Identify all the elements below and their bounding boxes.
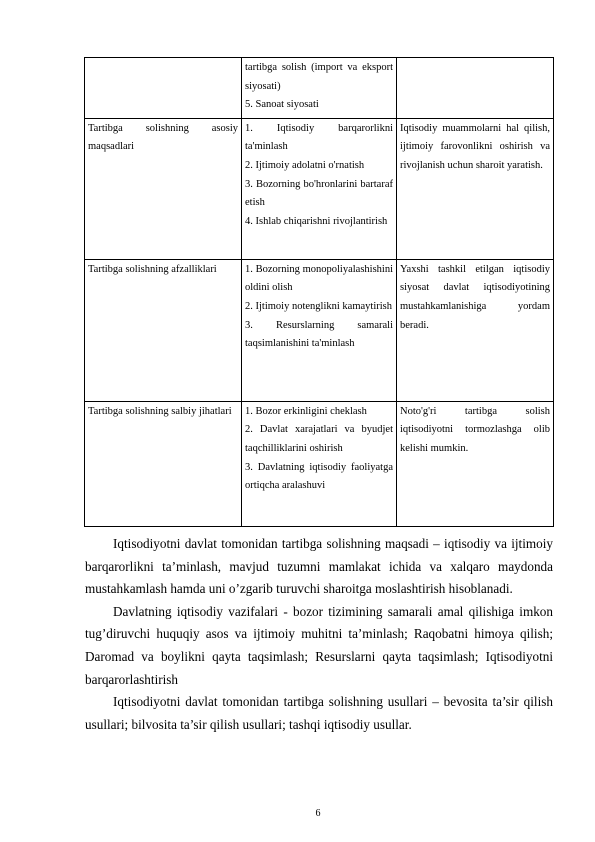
row-items [242, 118, 397, 259]
paragraph-goal: Iqtisodiyotni davlat tomonidan tartibga solishning maqsadi – iqtisodiy va ijtimoiy barqarorlikni ta’minlash, mavjud tuzumni mamlakat ichida va xalqaro maydonda mustahkamlash hamda uni o’zgarib turuvchi sharoitga moslashtirish hisoblanadi. [85, 536, 553, 597]
row-items [242, 401, 397, 526]
row-label [85, 58, 242, 119]
table-row [85, 401, 554, 526]
regulation-table [84, 57, 554, 527]
row-items [242, 58, 397, 119]
table-row [85, 259, 554, 401]
row-result: Noto'g'ri tartibga solish iqtisodiyotni tormozlashga olib kelishi mumkin. [397, 401, 554, 526]
list-item: 1. Bozor erkinligini cheklash [245, 405, 367, 417]
list-item: 3. Davlatning iqtisodiy faoliyatga ortiqcha aralashuvi [245, 461, 393, 492]
list-item: tartibga solish (import va eksport siyosati) [245, 62, 393, 92]
row-result: Yaxshi tashkil etilgan iqtisodiy siyosat davlat iqtisodiyotining mustahkamlanishiga yordam beradi. [397, 259, 554, 401]
table-row [85, 118, 554, 259]
row-label: Tartibga solishning afzalliklari [85, 259, 242, 401]
row-label: Tartibga solishning asosiy maqsadlari [85, 118, 242, 259]
body-text [85, 533, 553, 736]
list-item: 2. Davlat xarajatlari va byudjet taqchilliklarini oshirish [245, 424, 393, 454]
list-item: 2. Ijtimoiy notenglikni kamaytirish [245, 300, 392, 312]
page-number: 6 [315, 808, 321, 819]
paragraph-methods: Iqtisodiyotni davlat tomonidan tartibga solishning usullari – bevosita ta’sir qilish usullari; bilvosita ta’sir qilish usullari; tashqi iqtisodiy usullar. [85, 694, 553, 732]
list-item: 3. Bozorning bo'hronlarini bartaraf etish [245, 178, 393, 209]
row-result [397, 58, 554, 119]
list-item: 1. Bozorning monopoliyalashishini oldini olish [245, 263, 393, 294]
row-label: Tartibga solishning salbiy jihatlari [85, 401, 242, 526]
list-item: 1. Iqtisodiy barqarorlikni ta'minlash [245, 122, 393, 153]
row-result: Iqtisodiy muammolarni hal qilish, ijtimoiy farovonlikni oshirish va rivojlanish uchun sharoit yaratish. [397, 118, 554, 259]
list-item: 3. Resurslarning samarali taqsimlanishini ta'minlash [245, 319, 393, 350]
table-row [85, 58, 554, 119]
list-item: 2. Ijtimoiy adolatni o'rnatish [245, 159, 365, 171]
list-item: 4. Ishlab chiqarishni rivojlantirish [245, 215, 388, 227]
row-items [242, 259, 397, 401]
list-item: 5. Sanoat siyosati [245, 99, 319, 111]
paragraph-functions: Davlatning iqtisodiy vazifalari - bozor tizimining samarali amal qilishiga imkon tug’diruvchi huquqiy asos va ijtimoiy muhitni ta’minlash; Raqobatni himoya qilish; Daromad va boylikni qayta taqsimlash; Resurslarni qayta taqsimlash; Iqtisodiyotni barqarorlashtirish [85, 603, 553, 687]
